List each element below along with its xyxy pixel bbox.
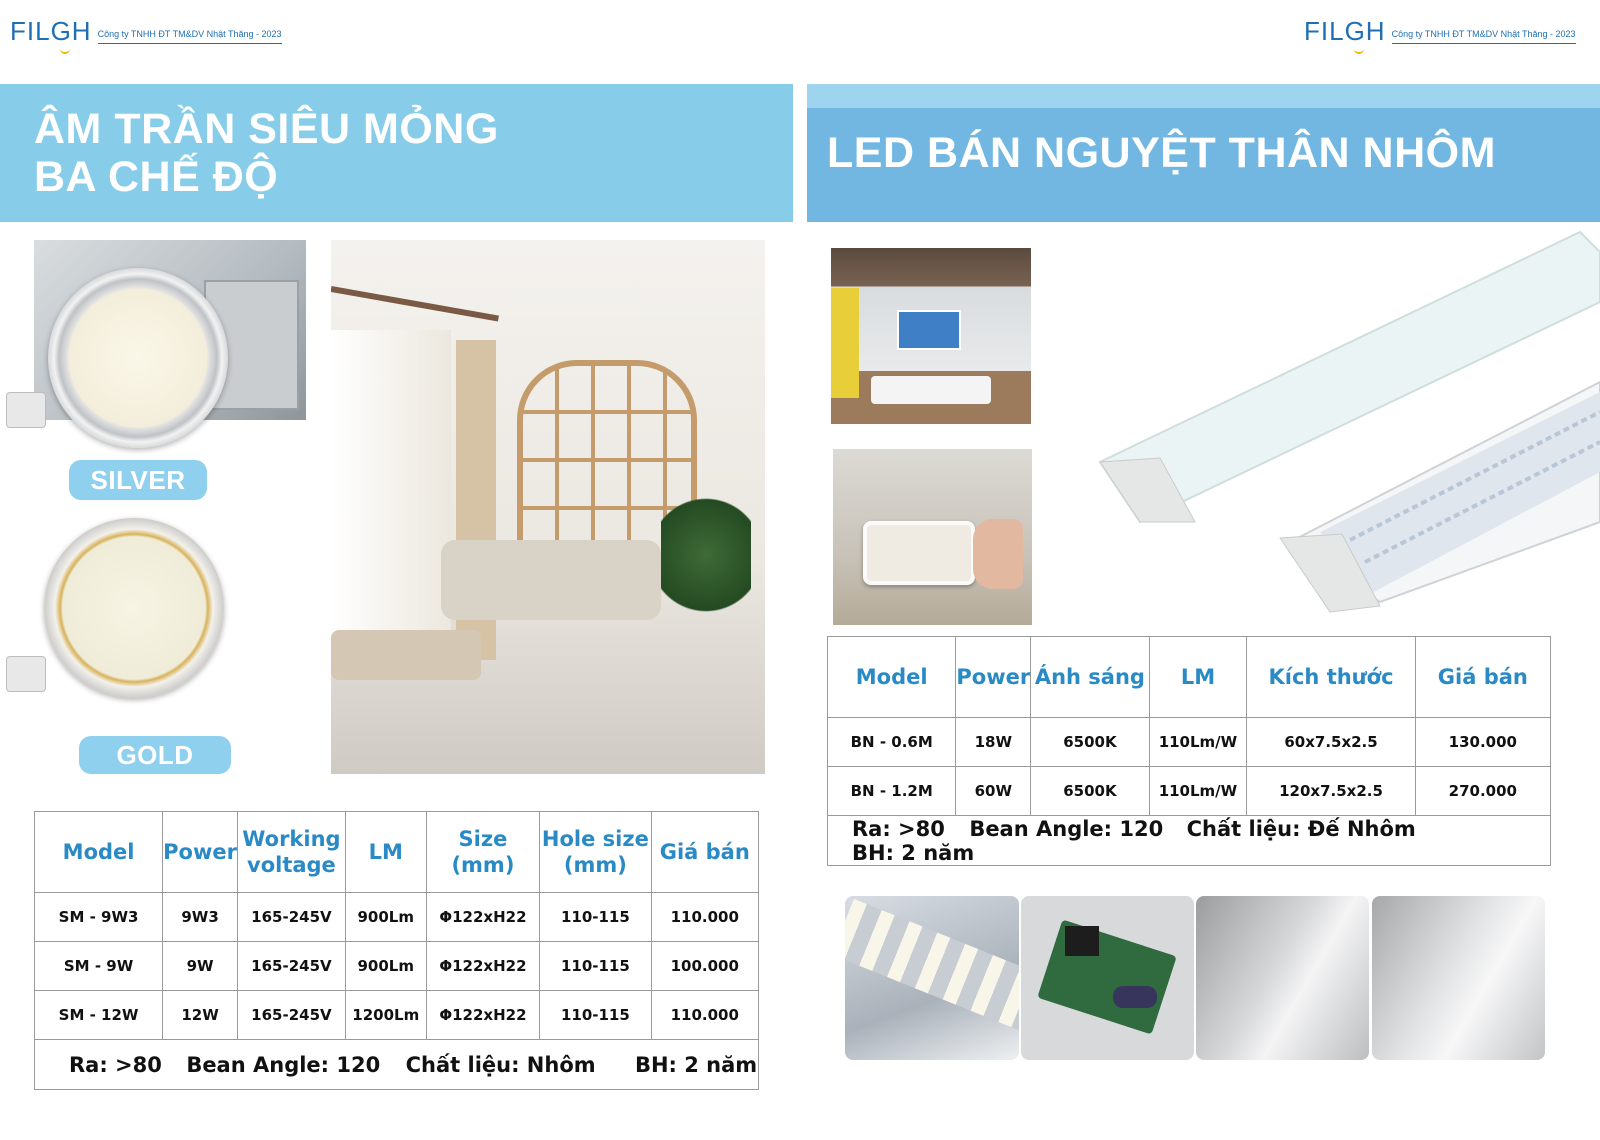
cell-lm: 900Lm: [345, 893, 426, 942]
end-cap-closeup: [1372, 896, 1545, 1060]
cell-dimensions: 60x7.5x2.5: [1247, 718, 1415, 767]
company-name: Công ty TNHH ĐT TM&DV Nhật Thăng - 2023: [98, 29, 282, 44]
col-header-lm: LM: [345, 812, 426, 893]
table-row: [828, 718, 1551, 767]
filgh-logo: FILGH: [1304, 18, 1386, 44]
brand-header-right: [1304, 18, 1576, 44]
footer-material: Chất liệu: Đế Nhôm: [1186, 816, 1416, 841]
cell-lm: 110Lm/W: [1149, 718, 1247, 767]
col-header-voltage: Working voltage: [237, 812, 345, 893]
col-header-light: Ánh sáng: [1031, 637, 1149, 718]
footer-ra: Ra: >80: [69, 1052, 162, 1077]
col-header-model: Model: [35, 812, 163, 893]
cell-dimensions: 120x7.5x2.5: [1247, 767, 1415, 816]
gold-driver-box: [6, 656, 46, 692]
led-chip-closeup: [845, 896, 1019, 1060]
cell-model: SM - 12W: [35, 991, 163, 1040]
cell-model: SM - 9W3: [35, 893, 163, 942]
footer-warranty: BH: 2 năm: [634, 1052, 758, 1077]
cell-price: 110.000: [651, 893, 758, 942]
footer-ra: Ra: >80: [852, 816, 945, 841]
cell-size: Φ122xH22: [426, 942, 540, 991]
cell-model: SM - 9W: [35, 942, 163, 991]
cell-hole-size: 110-115: [540, 991, 651, 1040]
cell-size: Φ122xH22: [426, 893, 540, 942]
gold-downlight-image: [44, 518, 224, 698]
silver-downlight-image: [48, 268, 228, 448]
col-header-size: Size (mm): [426, 812, 540, 893]
brand-header-left: [10, 18, 282, 44]
cell-power: 60W: [956, 767, 1031, 816]
cell-voltage: 165-245V: [237, 942, 345, 991]
cell-price: 110.000: [651, 991, 758, 1040]
col-header-price: Giá bán: [1415, 637, 1550, 718]
cell-hole-size: 110-115: [540, 942, 651, 991]
meeting-room-photo: [831, 248, 1031, 424]
cell-light: 6500K: [1031, 767, 1149, 816]
living-room-photo: [331, 240, 765, 774]
cell-voltage: 165-245V: [237, 893, 345, 942]
variant-label-silver: SILVER: [69, 460, 207, 500]
footer-angle: Bean Angle: 120: [969, 816, 1164, 841]
page-title-right: LED BÁN NGUYỆT THÂN NHÔM: [827, 129, 1496, 177]
cell-price: 270.000: [1415, 767, 1550, 816]
col-header-price: Giá bán: [651, 812, 758, 893]
page-title-left: ÂM TRẦN SIÊU MỎNG BA CHẾ ĐỘ: [34, 105, 499, 201]
col-header-lm: LM: [1149, 637, 1247, 718]
table-row: [35, 942, 759, 991]
footer-angle: Bean Angle: 120: [186, 1052, 381, 1077]
cell-lm: 110Lm/W: [1149, 767, 1247, 816]
footer-warranty: BH: 2 năm: [852, 840, 975, 865]
company-name: Công ty TNHH ĐT TM&DV Nhật Thăng - 2023: [1392, 29, 1576, 44]
cell-power: 9W3: [163, 893, 238, 942]
title-banner-left: [0, 84, 793, 222]
right-spec-table: [827, 636, 1551, 866]
cell-power: 12W: [163, 991, 238, 1040]
left-spec-table: [34, 811, 759, 1090]
table-row: [35, 991, 759, 1040]
col-header-power: Power: [956, 637, 1031, 718]
driver-board-closeup: [1021, 896, 1194, 1060]
footer-material: Chất liệu: Nhôm: [405, 1052, 596, 1077]
silver-driver-box: [6, 392, 46, 428]
interior-phone-photo: [833, 449, 1032, 625]
table-row: [828, 767, 1551, 816]
cell-power: 9W: [163, 942, 238, 991]
cell-model: BN - 1.2M: [828, 767, 956, 816]
table-row: [35, 893, 759, 942]
filgh-logo: FILGH: [10, 18, 92, 44]
cell-price: 100.000: [651, 942, 758, 991]
cell-lm: 900Lm: [345, 942, 426, 991]
cell-power: 18W: [956, 718, 1031, 767]
led-batten-product-image: [1080, 222, 1600, 632]
cell-model: BN - 0.6M: [828, 718, 956, 767]
cell-size: Φ122xH22: [426, 991, 540, 1040]
cell-price: 130.000: [1415, 718, 1550, 767]
table-footer-row: [828, 816, 1551, 866]
cell-voltage: 165-245V: [237, 991, 345, 1040]
col-header-hole-size: Hole size (mm): [540, 812, 651, 893]
col-header-dimensions: Kích thước: [1247, 637, 1415, 718]
diffuser-closeup: [1196, 896, 1369, 1060]
variant-label-gold: GOLD: [79, 736, 231, 774]
col-header-model: Model: [828, 637, 956, 718]
table-footer-row: [35, 1040, 759, 1090]
cell-light: 6500K: [1031, 718, 1149, 767]
cell-hole-size: 110-115: [540, 893, 651, 942]
title-banner-right: [807, 84, 1600, 222]
col-header-power: Power: [163, 812, 238, 893]
cell-lm: 1200Lm: [345, 991, 426, 1040]
